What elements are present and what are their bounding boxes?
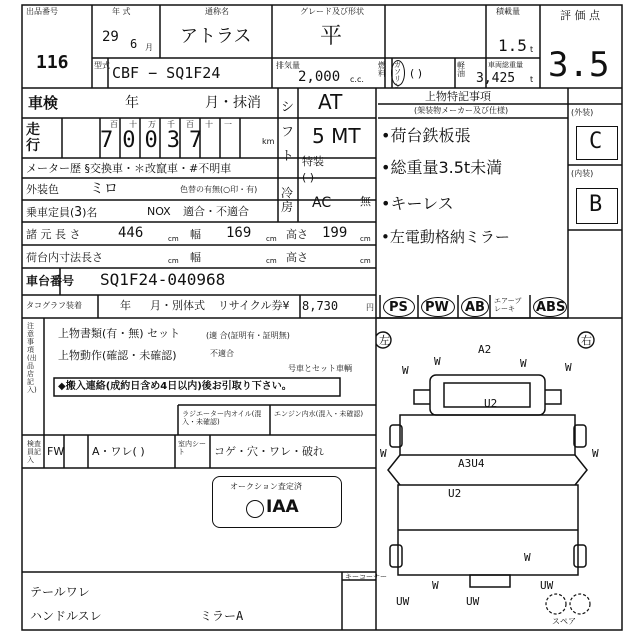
tokusou-bracket: ( ) bbox=[302, 171, 315, 184]
damage-mark: W bbox=[524, 551, 531, 564]
note-mirror: ミラーA bbox=[200, 609, 244, 623]
weight-value: 3,425 bbox=[476, 71, 516, 86]
tokusou-label: 特装 bbox=[302, 155, 324, 168]
interior-label: (内装) bbox=[571, 169, 594, 178]
type-value: CBF − SQ1F24 bbox=[112, 64, 221, 82]
note-handle: ハンドルスレ bbox=[30, 609, 102, 623]
nox-status: 適合・不適合 bbox=[183, 205, 249, 218]
specials-item-3: •キーレス bbox=[381, 194, 454, 213]
height-label: 高さ bbox=[286, 228, 308, 241]
damage-mark: W bbox=[402, 364, 409, 377]
mileage-units: 百十万千百十一 bbox=[110, 120, 243, 129]
aircon-none: 無 bbox=[360, 195, 371, 208]
lot-label: 出品番号 bbox=[26, 7, 58, 16]
fuel-bracket: ( ) bbox=[410, 67, 423, 80]
damage-mark: W bbox=[565, 361, 572, 374]
recycle-label: リサイクル券¥ bbox=[218, 299, 290, 312]
meter-history: メーター歴 §交換車・＊改竄車・#不明車 bbox=[26, 162, 232, 175]
color-change-label: 色替の有無(○印・有) bbox=[180, 185, 258, 194]
weight-unit: t bbox=[530, 75, 534, 84]
damage-mark: W bbox=[520, 357, 527, 370]
damage-mark: A3U4 bbox=[458, 457, 485, 470]
docs-papers: 上物書類(有・無) セット bbox=[58, 327, 181, 340]
checker-seat-label: 室内シート bbox=[178, 440, 206, 457]
inspection-year: 年 bbox=[125, 95, 139, 111]
damage-mark: W bbox=[432, 579, 439, 592]
weight-label: 車両総重量 bbox=[488, 61, 523, 69]
specials-item-2: •総重量3.5t未満 bbox=[381, 158, 503, 177]
length-label: 諸 元 長 さ bbox=[26, 228, 81, 241]
grade-value: 平 bbox=[320, 24, 343, 49]
docs-radiator: ラジエーター内オイル(混入・未確認) bbox=[182, 410, 262, 427]
docs-notice: ◆搬入連絡(成約日含め4日以内)後お引取り下さい。 bbox=[58, 381, 292, 392]
exterior-label: (外装) bbox=[571, 108, 594, 117]
month-value: 6 bbox=[130, 37, 138, 51]
equip-ps: PS bbox=[389, 300, 408, 315]
cargo-height-label: 高さ bbox=[286, 251, 308, 264]
model-name: アトラス bbox=[180, 26, 252, 47]
score-label: 評 価 点 bbox=[560, 9, 600, 22]
grade-label: グレード及び形状 bbox=[300, 7, 364, 16]
fuel-gasoline: ガソリン bbox=[394, 61, 401, 90]
model-name-label: 通称名 bbox=[205, 7, 229, 16]
damage-mark: W bbox=[592, 447, 599, 460]
year-label: 年 式 bbox=[112, 7, 131, 16]
shift-label: シフト bbox=[281, 100, 295, 165]
damage-mark: A2 bbox=[478, 343, 492, 356]
stamp-logo-icon bbox=[246, 500, 264, 518]
damage-mark: U2 bbox=[448, 487, 462, 500]
equip-ab: AB bbox=[465, 300, 485, 315]
displacement-unit: c.c. bbox=[350, 75, 364, 84]
damage-mark: UW bbox=[396, 595, 410, 608]
cargo-length-unit: cm bbox=[168, 257, 179, 265]
shift-at: AT bbox=[318, 90, 343, 114]
displacement-value: 2,000 bbox=[298, 69, 341, 85]
month-unit: 月 bbox=[145, 43, 153, 52]
damage-mark: UW bbox=[540, 579, 554, 592]
nox-label: NOX bbox=[147, 205, 171, 218]
stamp-top: オークション査定済 bbox=[230, 482, 302, 491]
chassis-value: SQ1F24-040968 bbox=[100, 270, 226, 289]
height-value: 199 bbox=[322, 225, 348, 241]
mileage-unit: km bbox=[262, 137, 275, 146]
year-value: 29 bbox=[102, 29, 119, 45]
cargo-label: 荷台内寸法長さ bbox=[26, 251, 103, 264]
equip-abs: ABS bbox=[536, 300, 566, 315]
length-unit: cm bbox=[168, 235, 179, 243]
diagram-corner-label: キーコーナー bbox=[345, 573, 387, 581]
cargo-width-unit: cm bbox=[266, 257, 277, 265]
capacity-label: 積載量 bbox=[496, 7, 520, 16]
checker-label: 検査員記入 bbox=[27, 440, 41, 465]
inspection-month: 月・抹消 bbox=[205, 95, 261, 111]
equip-airbrake: エアーブレーキ bbox=[494, 297, 522, 313]
light-label: 軽油 bbox=[457, 61, 465, 78]
tacho-year: 年 bbox=[120, 299, 131, 312]
tacho-month: 月・別体式 bbox=[150, 299, 205, 312]
stamp-logo: IAA bbox=[266, 497, 299, 517]
score-value: 3.5 bbox=[548, 45, 610, 85]
cargo-height-unit: cm bbox=[360, 257, 371, 265]
capacity-row-label: 乗車定員(3)名 bbox=[26, 205, 98, 220]
aircon-label: 冷房 bbox=[281, 186, 294, 215]
height-unit: cm bbox=[360, 235, 371, 243]
damage-mark: W bbox=[380, 447, 387, 460]
mileage-value: 70037 bbox=[100, 128, 212, 153]
damage-mark: UW bbox=[466, 595, 480, 608]
color-label: 外装色 bbox=[26, 183, 59, 196]
exterior-value: C bbox=[589, 129, 603, 154]
docs-compliance: (適 合(証明有・証明無) bbox=[206, 331, 290, 340]
specials-title: 上物特記事項 bbox=[425, 90, 491, 103]
docs-set-note: 号車とセット車輌 bbox=[288, 364, 352, 373]
recycle-unit: 円 bbox=[366, 303, 374, 312]
docs-not-compliant: 不適合 bbox=[210, 349, 234, 358]
inspection-label: 車検 bbox=[28, 94, 59, 112]
lot-number: 116 bbox=[36, 52, 69, 73]
diagram-right: 右 bbox=[581, 334, 592, 347]
width-unit: cm bbox=[266, 235, 277, 243]
mileage-label: 走行 bbox=[26, 122, 40, 155]
vehicle-diagram bbox=[376, 318, 622, 630]
capacity-value: 1.5 bbox=[498, 36, 527, 55]
damage-mark: U2 bbox=[484, 397, 498, 410]
docs-side-label: 注意事項(出品店記入) bbox=[27, 322, 37, 395]
aircon-value: AC bbox=[312, 195, 332, 211]
note-tail: テールワレ bbox=[30, 585, 90, 599]
length-value: 446 bbox=[118, 225, 144, 241]
docs-engine-water: エンジン内水(混入・未確認) bbox=[274, 410, 364, 418]
diagram-left: 左 bbox=[379, 334, 390, 347]
width-value: 169 bbox=[226, 225, 252, 241]
docs-manual: 上物動作(確認・未確認) bbox=[58, 349, 177, 362]
specials-item-4: •左電動格納ミラー bbox=[381, 228, 510, 246]
type-label: 型式 bbox=[94, 61, 110, 70]
specials-subtitle: (架装物メーカー及び仕様) bbox=[414, 106, 509, 115]
capacity-unit: t bbox=[530, 45, 534, 54]
damage-mark: W bbox=[434, 355, 441, 368]
shift-mt: 5 MT bbox=[312, 124, 361, 148]
checker-a-ware: A・ワレ( ) bbox=[92, 445, 145, 458]
checker-fw: FW bbox=[47, 445, 65, 458]
checker-seat-damage: コゲ・穴・ワレ・破れ bbox=[214, 445, 324, 458]
displacement-label: 排気量 bbox=[276, 61, 300, 70]
chassis-label: 車台番号 bbox=[26, 274, 75, 288]
specials-item-1: •荷台鉄板張 bbox=[381, 126, 471, 145]
cargo-width-label: 幅 bbox=[190, 251, 201, 264]
width-label: 幅 bbox=[190, 228, 201, 241]
tacho-label: タコグラフ装着 bbox=[26, 301, 82, 310]
color-value: ミロ bbox=[90, 181, 118, 197]
equip-pw: PW bbox=[425, 300, 449, 315]
interior-value: B bbox=[589, 192, 603, 217]
fuel-label: 燃料 bbox=[378, 61, 386, 78]
diagram-spare: スペア bbox=[552, 617, 576, 626]
recycle-amount: 8,730 bbox=[302, 299, 339, 313]
